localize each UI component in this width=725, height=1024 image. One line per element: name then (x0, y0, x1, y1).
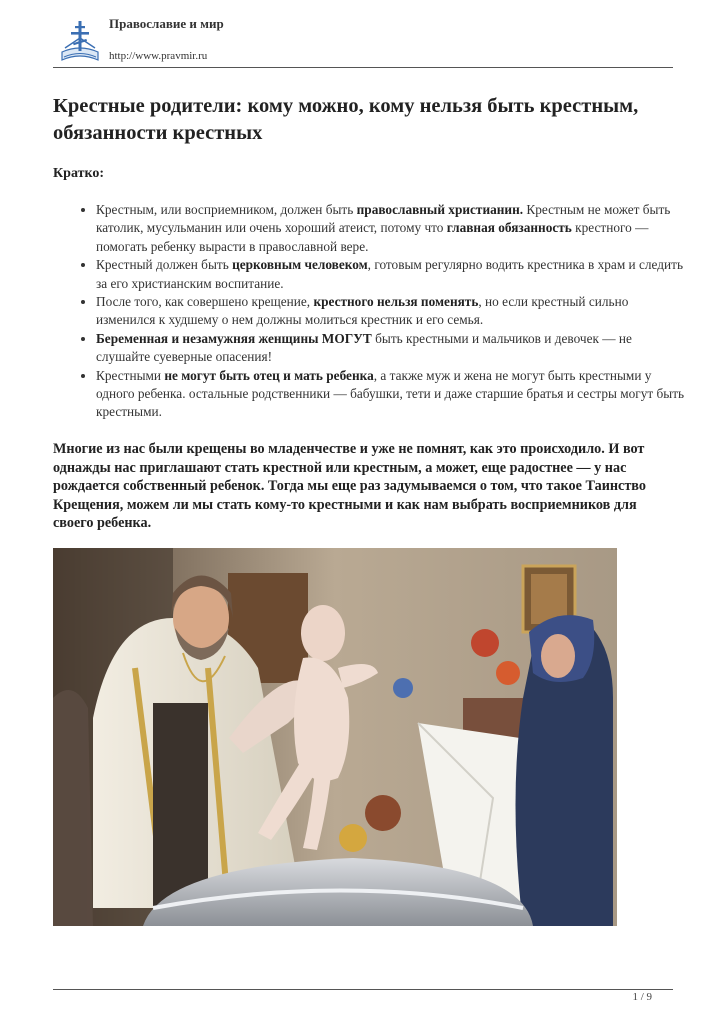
summary-list (79, 201, 688, 422)
pravmir-logo-icon[interactable] (58, 18, 102, 66)
footer-divider (53, 989, 673, 990)
summary-item: • Беременная и незамужняя женщины МОГУТ быть крестными и мальчиков и девочек — не слушайте суеверные опасения! (96, 330, 688, 367)
summary-label: Кратко: (53, 166, 104, 181)
summary-item: • Крестным, или восприемником, должен быть православный христианин. Крестным не может быть католик, мусульманин или очень хороший атеист, потому что главная обязанность крестного — помогать ребенку вырасти в православной вере. (96, 201, 688, 256)
summary-item: • Крестный должен быть церковным человеком, готовым регулярно водить крестника в храм и следить за его христианским воспитание. (96, 256, 688, 293)
baptism-photo (53, 548, 617, 926)
intro-paragraph: Многие из нас были крещены во младенчестве и уже не помнят, как это происходило. И вот однажды нас приглашают стать крестной или крестным, а может, еще радостнее — у нас рождается собственный ребенок. Тогда мы еще раз задумываемся о том, что такое Таинство Крещения, можем ли мы стать кому-то крестными и как нам выбрать восприемников для своего ребенка. (53, 441, 646, 532)
summary-item: • После того, как совершено крещение, крестного нельзя поменять, но если крестный сильно изменился к худшему о нем должны молиться крестник и его семья. (96, 293, 688, 330)
site-name: Православие и мир (109, 16, 224, 31)
page-number: 1 / 9 (632, 991, 652, 1003)
summary-item: • Крестными не могут быть отец и мать ребенка, а также муж и жена не могут быть крестными у одного ребенка. остальные родственники — бабушки, тети и даже старшие братья и сестры могут быть крестными. (96, 367, 688, 422)
header-divider (53, 67, 673, 68)
page-header (56, 14, 672, 68)
site-url-link[interactable]: http://www.pravmir.ru (109, 50, 208, 62)
baptism-illustration (53, 548, 617, 926)
article-title: Крестные родители: кому можно, кому нельзя быть крестным, обязанности крестных (53, 95, 639, 144)
